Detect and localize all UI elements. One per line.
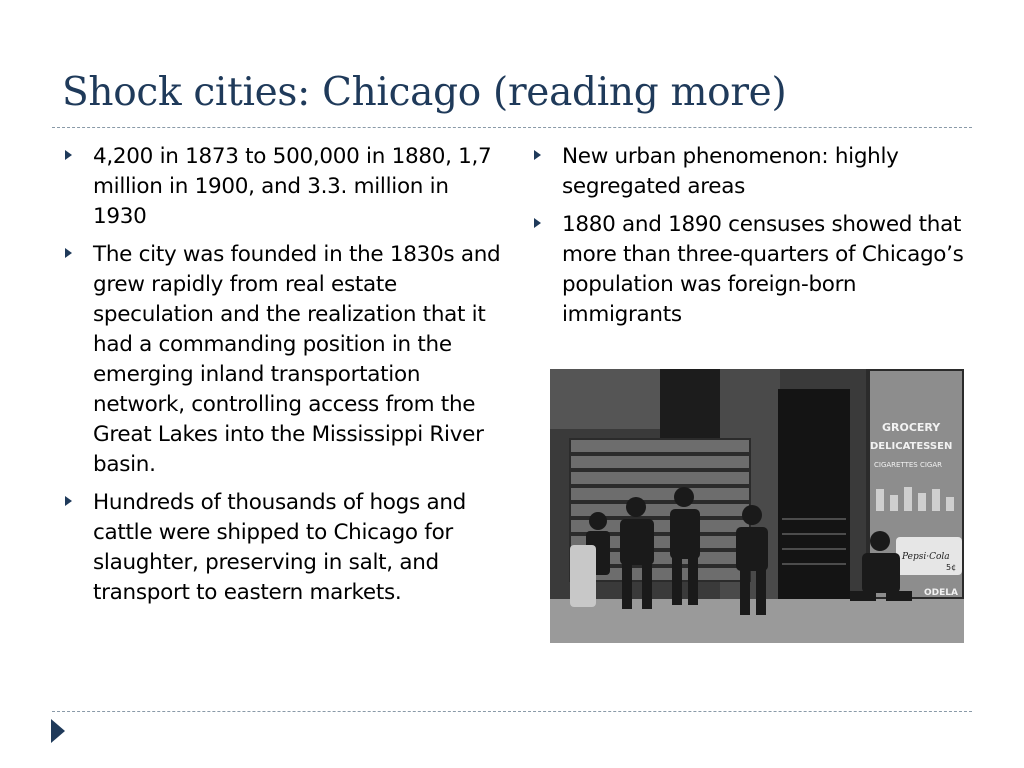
sign-cigarettes: CIGARETTES CIGAR — [874, 461, 943, 469]
bullet-item — [531, 210, 971, 330]
left-bullet-list — [62, 142, 502, 616]
sign-grocery: GROCERY — [882, 421, 941, 434]
sign-pepsi: Pepsi·Cola — [902, 552, 950, 562]
bullet-triangle-icon — [534, 218, 541, 228]
sign-odela: ODELA — [924, 588, 958, 598]
bullet-item — [62, 240, 502, 480]
bullet-text: 4,200 in 1873 to 500,000 in 1880, 1,7 million in 1900, and 3.3. million in 1930 — [93, 144, 492, 229]
photo-illustration — [550, 369, 964, 643]
sign-delicatessen: DELICATESSEN — [870, 441, 953, 452]
bullet-text: The city was founded in the 1830s and grew rapidly from real estate speculation and the realization that it had a commanding position in the emerging inland transportation network, controlling access from the Great Lakes into the Mississippi River basin. — [93, 242, 501, 477]
right-bullet-list — [531, 142, 971, 338]
slide-title: Shock cities: Chicago (reading more) — [62, 70, 787, 115]
bullet-text: Hundreds of thousands of hogs and cattle were shipped to Chicago for slaughter, preserving in salt, and transport to eastern markets. — [93, 490, 466, 605]
bullet-triangle-icon — [65, 248, 72, 258]
bullet-item — [531, 142, 971, 202]
bullet-triangle-icon — [65, 496, 72, 506]
bullet-text: 1880 and 1890 censuses showed that more than three-quarters of Chicago’s population was foreign-born immigrants — [562, 212, 964, 327]
bullet-triangle-icon — [534, 150, 541, 160]
sign-price: 5¢ — [946, 563, 957, 572]
bullet-text: New urban phenomenon: highly segregated areas — [562, 144, 899, 199]
bullet-triangle-icon — [65, 150, 72, 160]
historic-photo-chicago-street — [550, 369, 964, 643]
bullet-item — [62, 488, 502, 608]
next-slide-arrow-icon[interactable] — [51, 719, 65, 743]
bullet-item — [62, 142, 502, 232]
footer-divider — [52, 711, 972, 712]
title-divider — [52, 127, 972, 128]
